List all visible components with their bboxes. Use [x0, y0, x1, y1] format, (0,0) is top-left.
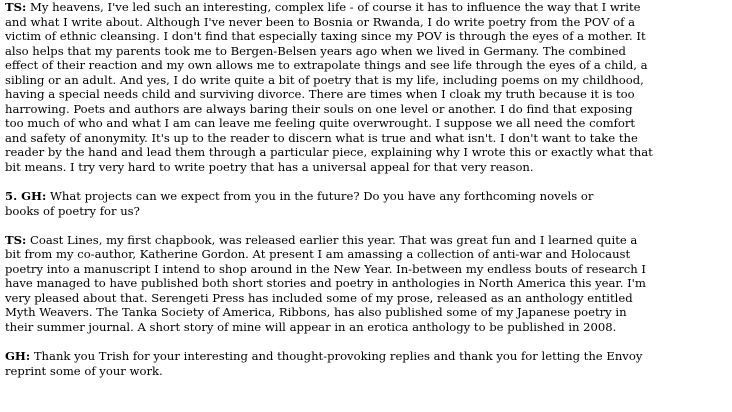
speaker-label: TS: [5, 232, 27, 247]
text-line: reader by the hand and lead them through a particular piece, explaining why I wrote this or exactly what that [5, 145, 653, 160]
speaker-label: TS: [5, 0, 27, 14]
text-line: have managed to have published both short stories and poetry in anthologies in North America this year. I'm [5, 276, 646, 291]
line-text: Thank you Trish for your interesting and thought-provoking replies and thank you for letting the Envoy [30, 349, 643, 364]
text-line: too much of who and what I am can leave me feeling quite overwrought. I suppose we all need the comfort [5, 116, 636, 131]
text-line: sibling or an adult. And yes, I do write quite a bit of poetry that is my life, including poems on my childhood, [5, 72, 644, 87]
text-line: bit means. I try very hard to write poetry that has a universal appeal for that very reason. [5, 160, 534, 175]
text-line: very pleased about that. Serengeti Press has included some of my prose, released as an anthology entitled [5, 290, 633, 305]
text-line [5, 189, 727, 204]
text-line: harrowing. Poets and authors are always baring their souls on one level or another. I do find that exposing [5, 101, 633, 116]
text-line: books of poetry for us? [5, 203, 140, 218]
speaker-label: 5. GH: [5, 189, 47, 204]
text-line: also helps that my parents took me to Bergen-Belsen years ago when we lived in Germany. The combined [5, 43, 626, 58]
text-line: their summer journal. A short story of mine will appear in an erotica anthology to be published in 2008. [5, 320, 617, 335]
interview-page [5, 0, 727, 378]
text-line: and safety of anonymity. It's up to the reader to discern what is true and what isn't. I don't want to take the [5, 130, 638, 145]
closing-paragraph [5, 349, 727, 378]
text-line: effect of their reaction and my own allows me to extrapolate things and see life through the eyes of a child, a [5, 58, 648, 73]
speaker-label: GH: [5, 349, 31, 364]
paragraph-gap [5, 175, 727, 190]
text-line: poetry into a manuscript I intend to shop around in the New Year. In-between my endless bouts of research I [5, 261, 646, 276]
text-line: victim of ethnic cleansing. I don't find that especially taxing since my POV is through the eyes of a mother. It [5, 29, 646, 44]
paragraph-gap [5, 218, 727, 233]
question-paragraph [5, 189, 727, 218]
text-line: bit from my co-author, Katherine Gordon. At present I am amassing a collection of anti-war and Holocaust [5, 247, 631, 262]
text-line: reprint some of your work. [5, 363, 163, 378]
line-text: What projects can we expect from you in the future? Do you have any forthcoming novels or [46, 189, 594, 204]
line-text: My heavens, I've led such an interesting, complex life - of course it has to influence the way that I write [26, 0, 641, 14]
text-line: having a special needs child and surviving divorce. There are times when I cloak my truth because it is too [5, 87, 635, 102]
text-line [5, 0, 727, 15]
text-line: and what I write about. Although I've never been to Bosnia or Rwanda, I do write poetry from the POV of a [5, 14, 636, 29]
paragraph-gap [5, 335, 727, 350]
line-text: Coast Lines, my first chapbook, was released earlier this year. That was great fun and I learned quite a [26, 232, 638, 247]
text-line [5, 349, 727, 364]
answer-paragraph [5, 233, 727, 335]
text-line [5, 233, 727, 248]
answer-paragraph [5, 0, 727, 175]
text-line: Myth Weavers. The Tanka Society of America, Ribbons, has also published some of my Japanese poetry in [5, 305, 627, 320]
